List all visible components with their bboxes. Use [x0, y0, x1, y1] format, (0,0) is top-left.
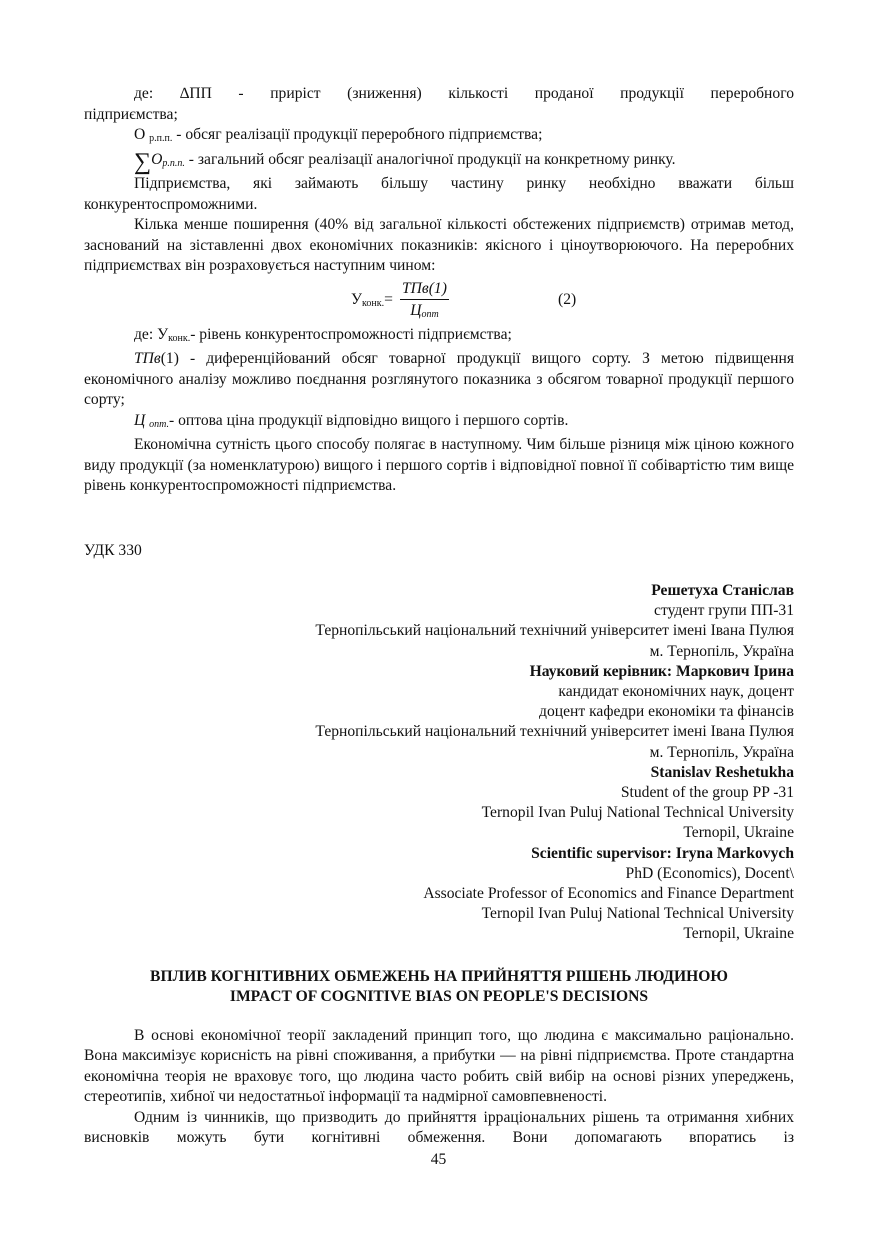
author-line: Scientific supervisor: Iryna Markovych	[531, 844, 794, 862]
paragraph-delta-pp	[84, 84, 794, 105]
author-line: кандидат економічних наук, доцент	[558, 683, 794, 701]
paragraph-enterprises: Підприємства, які займають більшу частину ринку необхідно вважати більш конкурентоспроможними.	[84, 175, 794, 213]
udk-code: УДК 330	[84, 541, 142, 559]
paragraph-intro: В основі економічної теорії закладений принцип того, що людина є максимально раціонально. Вона максимізує корисність на рівні споживання, а прибутки — на рівні підприємства. Проте стандартна економічна теорія не враховує того, що людина часто робить свій вибір на основі різних упереджень, стереотипів, хибної чи недостатньої інформації та надмірної самовпевненості.	[84, 1026, 794, 1106]
variable-subscript: р.п.п.	[162, 157, 185, 169]
author-line: Ternopil, Ukraine	[683, 925, 794, 943]
formula-lhs	[351, 290, 393, 315]
author-line: Ternopil Ivan Puluj National Technical University	[481, 905, 794, 923]
paragraph-essence: Економічна сутність цього способу полягає в наступному. Чим більше різниця між ціною кожного виду продукції (за номенклатурою) вищого і першого сортів і відповідної повної її собівартістю тим вище рівень конкурентоспроможності підприємства.	[84, 436, 794, 494]
author-line: Student of the group PP -31	[620, 784, 794, 802]
sum-symbol: ∑	[134, 148, 152, 175]
author-line: Stanislav Reshetukha	[650, 763, 794, 781]
variable: О	[151, 150, 163, 168]
variable-subscript: конк.	[168, 332, 191, 344]
text-line: - рівень конкурентоспроможності підприємства;	[190, 325, 512, 343]
text-line: (1) - диференційований обсяг товарної продукції вищого сорту. З метою підвищення економічного аналізу можливо поєднання розглянутого показника з обсягом товарної продукції першого сорту;	[84, 350, 794, 408]
page-content	[84, 84, 794, 1149]
author-line: Решетуха Станіслав	[651, 582, 794, 599]
article-title	[84, 967, 794, 1007]
paragraph-c-opt	[84, 411, 794, 436]
author-line: Тернопільський національний технічний університет імені Івана Пулюя	[315, 723, 794, 741]
equation-number: (2)	[558, 290, 577, 308]
author-line: Ternopil Ivan Puluj National Technical University	[481, 804, 794, 822]
text-line: - оптова ціна продукції відповідно вищого і першого сортів.	[169, 411, 569, 429]
paragraph-o-rpp	[84, 125, 794, 150]
formula-var: Ц	[410, 301, 422, 319]
author-line: Тернопільський національний технічний університет імені Івана Пулюя	[315, 622, 794, 640]
variable: Ц	[134, 411, 146, 429]
paragraph-tpv	[84, 349, 794, 411]
formula-denominator	[400, 300, 449, 326]
title-english: IMPACT OF COGNITIVE BIAS ON PEOPLE'S DECISIONS	[229, 987, 649, 1005]
paragraph-sum-o	[84, 150, 794, 175]
formula-numerator: ТПв(1)	[400, 279, 449, 300]
author-line: студент групи ПП-31	[654, 602, 794, 620]
article-body	[84, 1026, 794, 1149]
text-line: де: ∆ПП - приріст (зниження) кількості проданої продукції переробного	[134, 85, 794, 102]
author-line: м. Тернопіль, Україна	[649, 743, 794, 761]
variable-subscript: опт.	[149, 418, 170, 430]
text-line: підприємства;	[84, 105, 178, 123]
formula-2	[84, 279, 794, 323]
variable: О	[134, 126, 146, 143]
author-block	[84, 581, 794, 945]
author-line: Науковий керівник: Маркович Ірина	[529, 662, 794, 680]
title-ukrainian: ВПЛИВ КОГНІТИВНИХ ОБМЕЖЕНЬ НА ПРИЙНЯТТЯ РІШЕНЬ ЛЮДИНОЮ	[150, 967, 728, 985]
author-line: PhD (Economics), Docent\	[625, 864, 794, 882]
formula-fraction	[400, 279, 449, 326]
formula-subscript: опт	[421, 308, 439, 320]
paragraph-delta-pp-cont	[84, 105, 794, 126]
paragraph-cognitive: Одним із чинників, що призводить до прийняття ірраціональних рішень та отримання хибних висновків можуть бути когнітивні обмеження. Вони допомагають впоратись із	[84, 1108, 794, 1147]
formula-var: У	[351, 290, 363, 308]
paragraph-method: Кілька менше поширення (40% від загальної кількості обстежених підприємств) отримав метод, заснований на зіставленні двох економічних показників: якісного і ціноутворюючого. На переробних підприємствах він розраховується наступним чином:	[84, 216, 794, 274]
text-line: - обсяг реалізації продукції переробного підприємства;	[172, 126, 543, 143]
paragraph-u-konk	[84, 325, 794, 350]
formula-equals: =	[384, 290, 393, 308]
author-line: доцент кафедри економіки та фінансів	[539, 703, 794, 721]
author-line: Associate Professor of Economics and Finance Department	[423, 885, 794, 903]
variable: ТПв	[134, 350, 161, 367]
variable-subscript: р.п.п.	[149, 133, 173, 144]
formula-subscript: конк.	[362, 297, 385, 309]
author-line: Ternopil, Ukraine	[683, 824, 794, 842]
text-line: - загальний обсяг реалізації аналогічної продукції на конкретному ринку.	[184, 150, 676, 168]
author-line: м. Тернопіль, Україна	[649, 642, 794, 660]
text-line: де: У	[134, 325, 169, 343]
page-number: 45	[430, 1151, 447, 1168]
